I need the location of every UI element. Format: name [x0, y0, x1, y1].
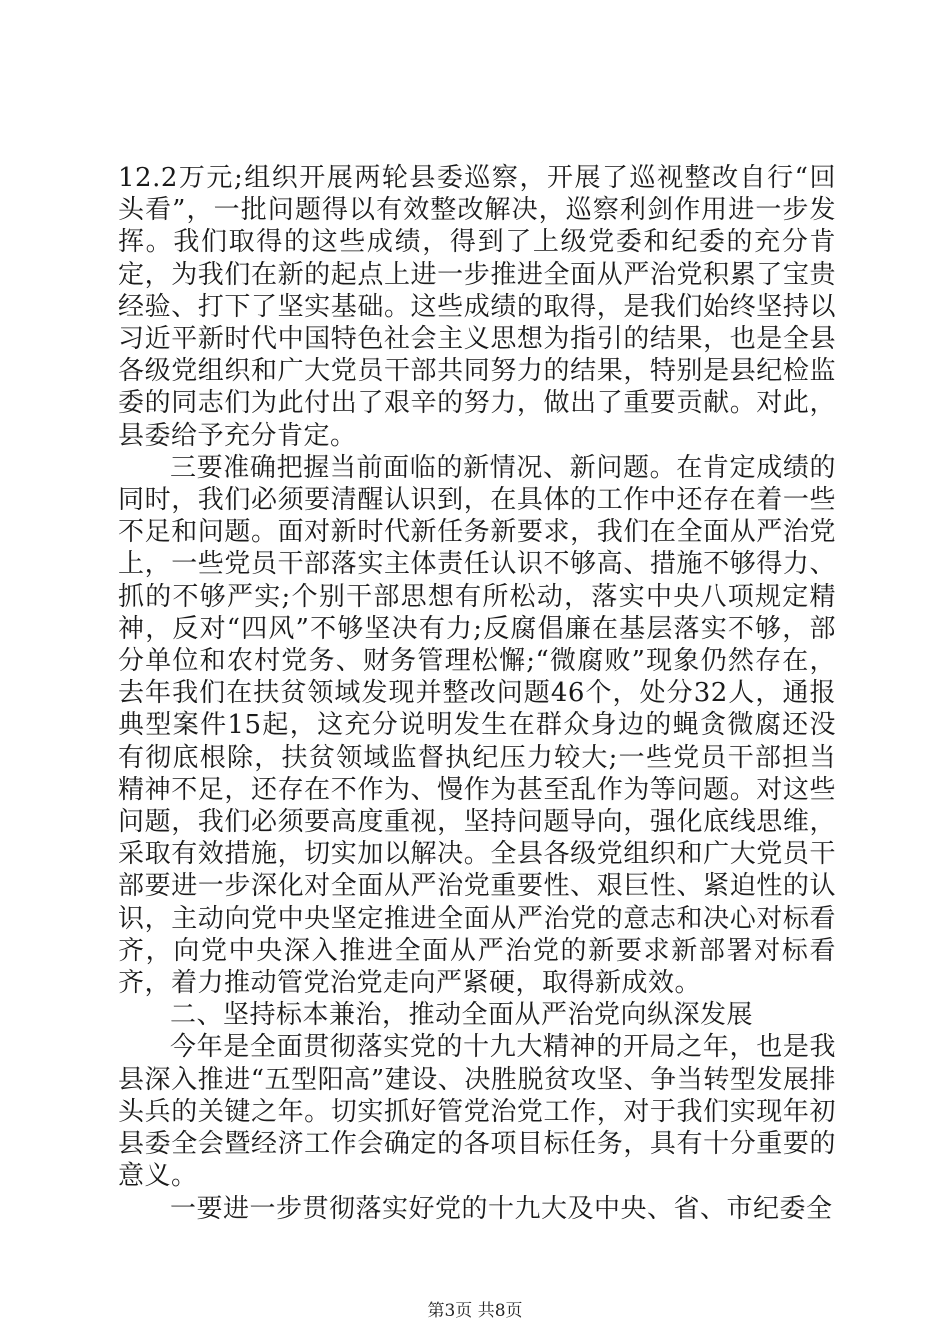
section-heading: 二、坚持标本兼治，推动全面从严治党向纵深发展	[170, 1000, 754, 1031]
paragraph-achievements-continued: 12.2万元;组织开展两轮县委巡察，开展了巡视整改自行“回头看”，一批问题得以有效整改解决，巡察利剑作用进一步发挥。我们取得的这些成绩，得到了上级党委和纪委的充分肯定，为我们在新的起点上进一步推进全面从严治党积累了宝贵经验、打下了坚实基础。这些成绩的取得，是我们始终坚持以习近平新时代中国特色社会主义思想为指引的结果，也是全县各级党组织和广大党员干部共同努力的结果，特别是县纪检监委的同志们为此付出了艰辛的努力，做出了重要贡献。对此，县委给予充分肯定。	[118, 163, 836, 451]
page-footer	[0, 1296, 950, 1321]
document-body	[118, 162, 836, 1225]
paragraph-new-situation: 三要准确把握当前面临的新情况、新问题。在肯定成绩的同时，我们必须要清醒认识到，在具体的工作中还存在着一些不足和问题。面对新时代新任务新要求，我们在全面从严治党上，一些党员干部落实主体责任认识不够高、措施不够得力、抓的不够严实;个别干部思想有所松动，落实中央八项规定精神，反对“四风”不够坚决有力;反腐倡廉在基层落实不够，部分单位和农村党务、财务管理松懈;“微腐败”现象仍然存在，去年我们在扶贫领域发现并整改问题46个，处分32人，通报典型案件15起，这充分说明发生在群众身边的蝇贪微腐还没有彻底根除，扶贫领域监督执纪压力较大;一些党员干部担当精神不足，还存在不作为、慢作为甚至乱作为等问题。对这些问题，我们必须要高度重视，坚持问题导向，强化底线思维，采取有效措施，切实加以解决。全县各级党组织和广大党员干部要进一步深化对全面从严治党重要性、艰巨性、紧迫性的认识，主动向党中央坚定推进全面从严治党的意志和决心对标看齐，向党中央深入推进全面从严治党的新要求新部署对标看齐，着力推动管党治党走向严紧硬，取得新成效。	[118, 452, 836, 999]
page-number: 第3页 共8页	[427, 1301, 523, 1321]
paragraph-this-year: 今年是全面贯彻落实党的十九大精神的开局之年，也是我县深入推进“五型阳高”建设、决胜脱贫攻坚、争当转型发展排头兵的关键之年。切实抓好管党治党工作，对于我们实现年初县委全会暨经济工作会确定的各项目标任务，具有十分重要的意义。	[118, 1032, 836, 1192]
paragraph-first-requirement: 一要进一步贯彻落实好党的十九大及中央、省、市纪委全	[170, 1193, 833, 1224]
